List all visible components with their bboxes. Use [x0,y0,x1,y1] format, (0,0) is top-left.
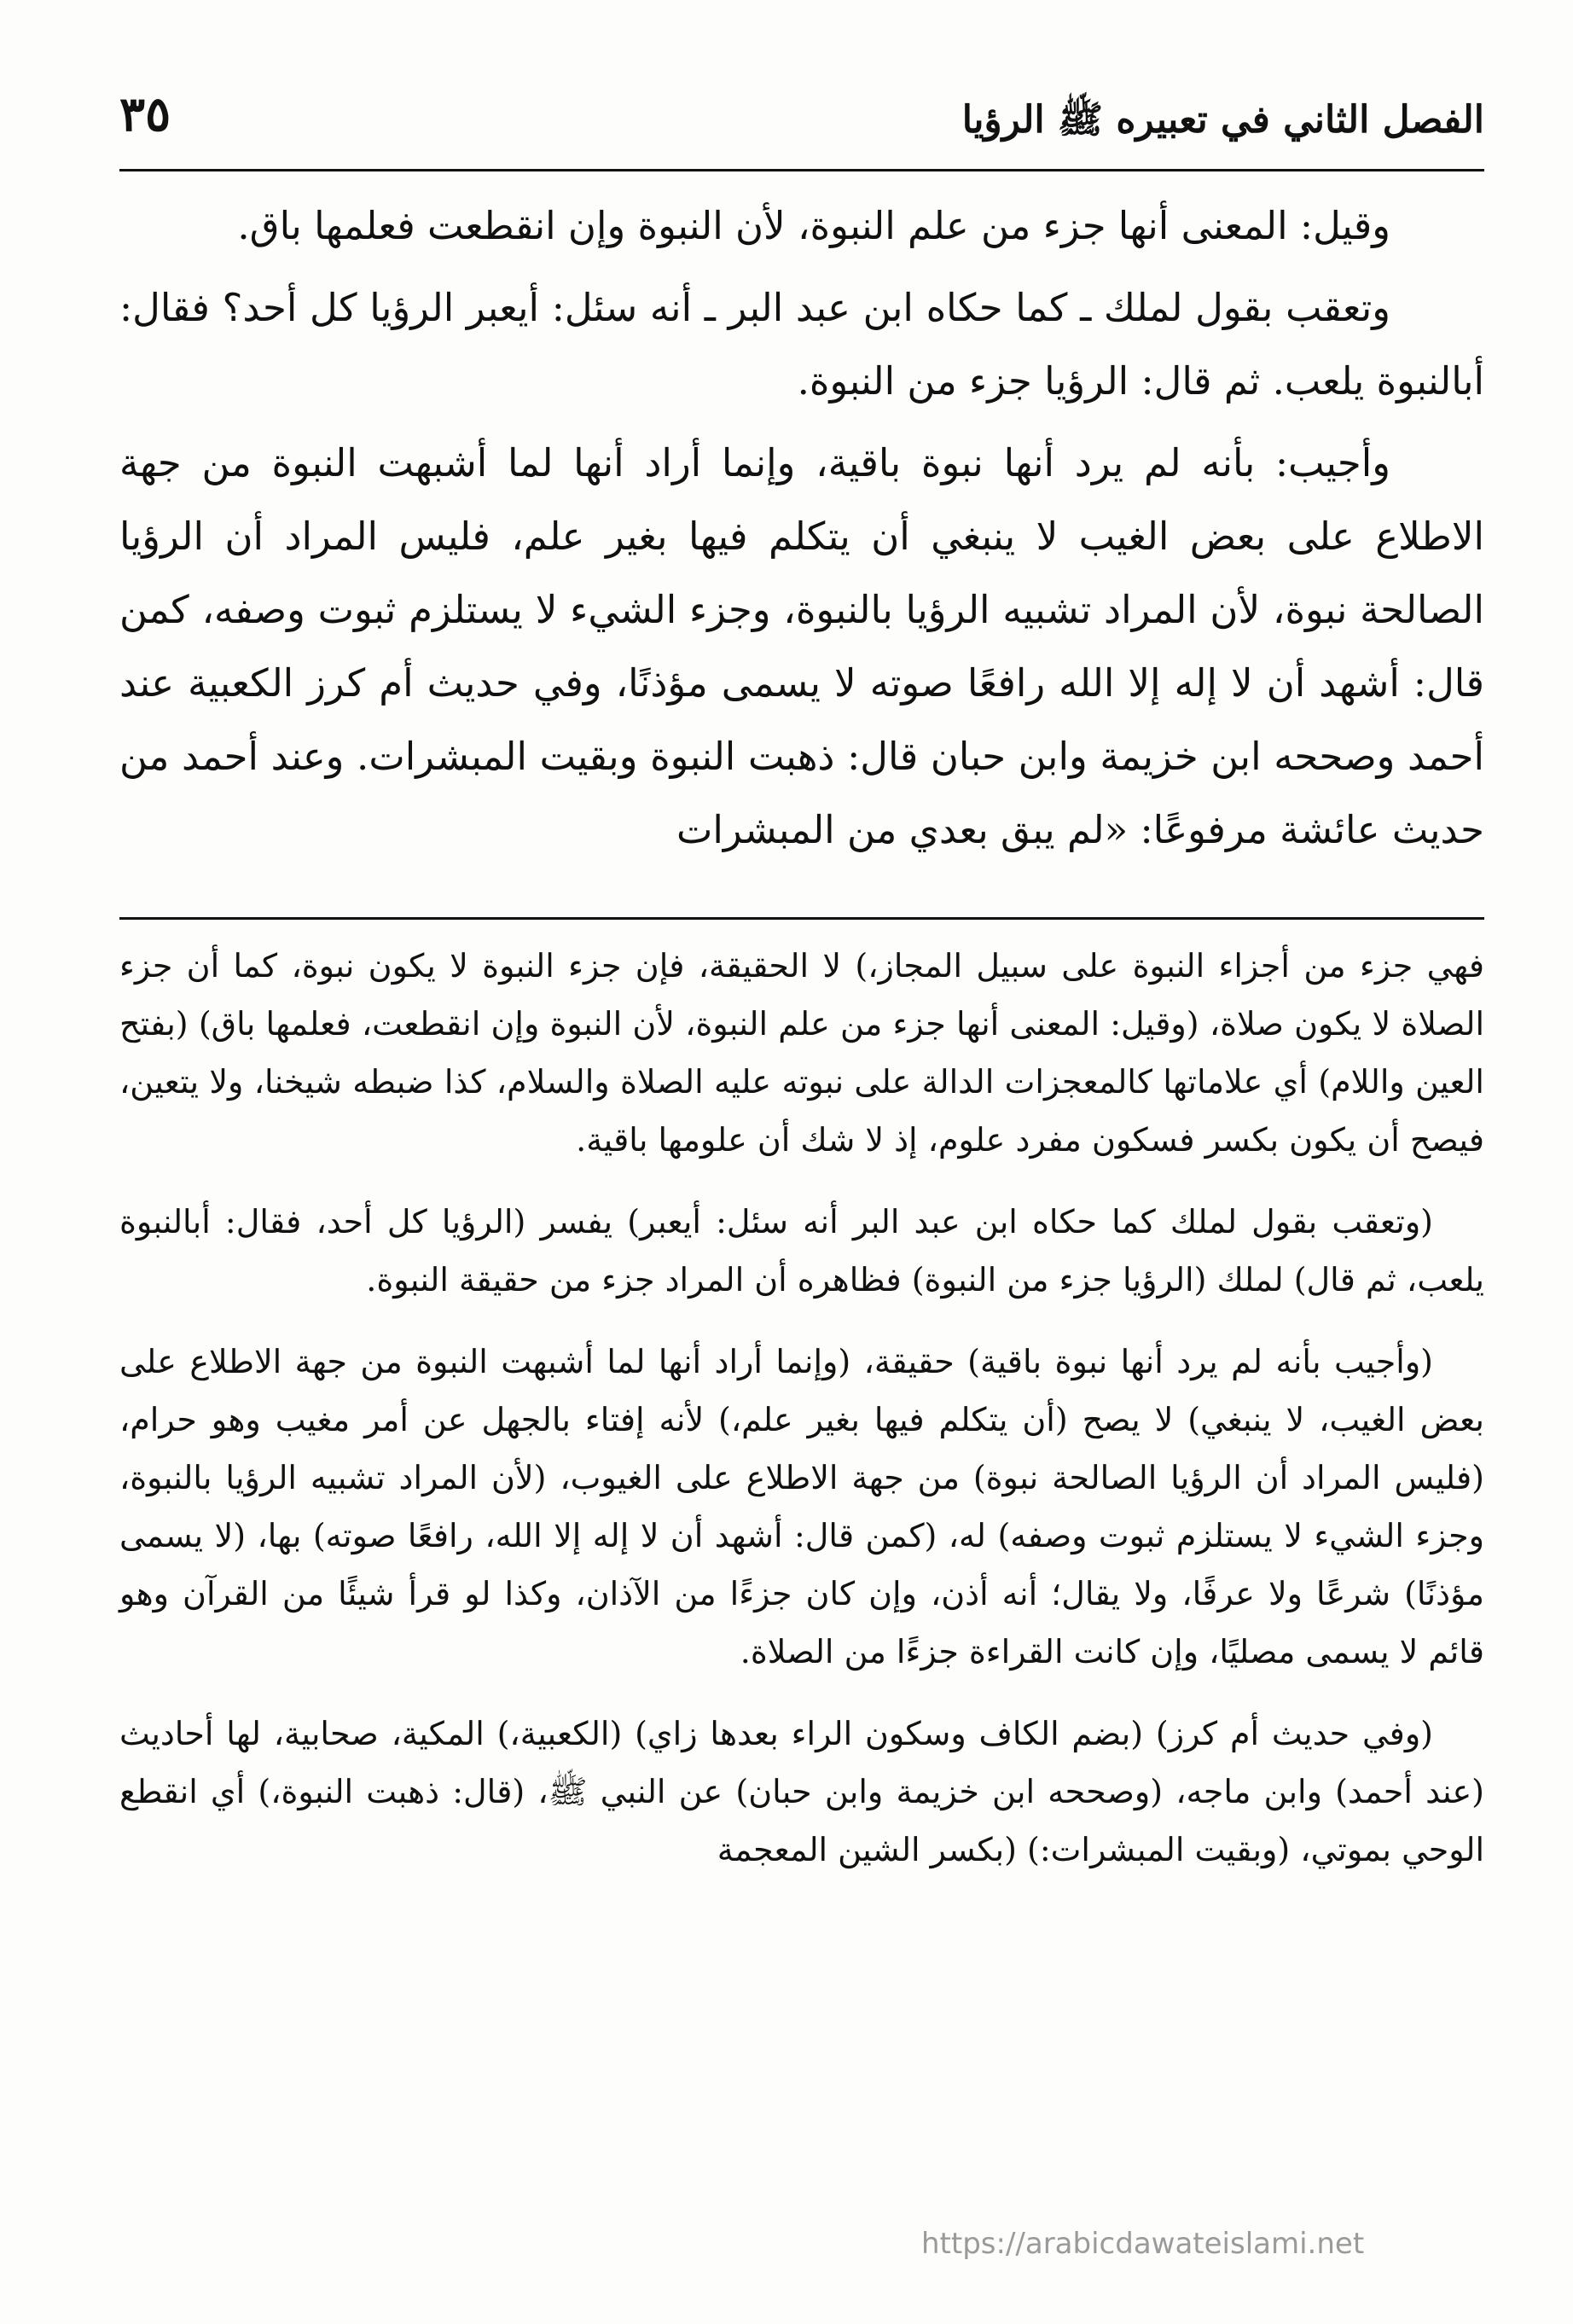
page-header [119,81,1484,149]
commentary-paragraph: فهي جزء من أجزاء النبوة على سبيل المجاز،) لا الحقيقة، فإن جزء النبوة لا يكون نبوة، كما أن جزء الصلاة لا يكون صلاة، (وقيل: المعنى أنها جزء من علم النبوة، لأن النبوة وإن انقطعت، فعلمها باق) (بفتح العين واللام) أي علاماتها كالمعجزات الدالة على نبوته عليه الصلاة والسلام، كذا ضبطه شيخنا، ولا يتعين، فيصح أن يكون بكسر فسكون مفرد علوم، إذ لا شك أن علومها باقية. [119,947,1484,1159]
footnote-divider [119,917,1484,920]
commentary-paragraph: (وأجيب بأنه لم يرد أنها نبوة باقية) حقيقة، (وإنما أراد أنها لما أشبهت النبوة من جهة الاطلاع على بعض الغيب، لا ينبغي) لا يصح (أن يتكلم فيها بغير علم،) لأنه إفتاء بالجهل عن أمر مغيب وهو حرام، (فليس المراد أن الرؤيا الصالحة نبوة) من جهة الاطلاع على الغيوب، (لأن المراد تشبيه الرؤيا بالنبوة، وجزء الشيء لا يستلزم ثبوت وصفه) له، (كمن قال: أشهد أن لا إله إلا الله، رافعًا صوته) بها، (لا يسمى مؤذنًا) شرعًا ولا عرفًا، ولا يقال؛ أنه أذن، وإن كان جزءًا من الآذان، وكذا لو قرأ شيئًا من القرآن وهو قائم لا يسمى مصليًا، وإن كانت القراءة جزءًا من الصلاة. [119,1343,1484,1670]
header-rule [119,169,1484,171]
commentary-text [119,937,1484,1903]
main-paragraph: وتعقب بقول لملك ـ كما حكاه ابن عبد البر ـ أنه سئل: أيعبر الرؤيا كل أحد؟ فقال: أبالنبوة يلعب. ثم قال: الرؤيا جزء من النبوة. [119,285,1484,404]
watermark-url: https://arabicdawateislami.net [921,2227,1365,2261]
page-number: ٣٥ [119,86,171,142]
running-title: الفصل الثاني في تعبيره ﷺ الرؤيا [961,98,1484,142]
commentary-paragraph: (وفي حديث أم كرز) (بضم الكاف وسكون الراء بعدها زاي) (الكعبية،) المكية، صحابية، لها أحاديث (عند أحمد) وابن ماجه، (وصححه ابن خزيمة وابن حبان) عن النبي ﷺ، (قال: ذهبت النبوة،) أي انقطع الوحي بموتي، (وبقيت المبشرات:) (بكسر الشين المعجمة [119,1715,1484,1868]
commentary-paragraph: (وتعقب بقول لملك كما حكاه ابن عبد البر أنه سئل: أيعبر) يفسر (الرؤيا كل أحد، فقال: أبالنبوة يلعب، ثم قال) لملك (الرؤيا جزء من النبوة) فظاهره أن المراد جزء من حقيقة النبوة. [119,1203,1484,1299]
main-text [119,189,1484,875]
main-paragraph: وقيل: المعنى أنها جزء من علم النبوة، لأن النبوة وإن انقطعت فعلمها باق. [237,203,1390,248]
main-paragraph: وأجيب: بأنه لم يرد أنها نبوة باقية، وإنما أراد أنها لما أشبهت النبوة من جهة الاطلاع على بعض الغيب لا ينبغي أن يتكلم فيها بغير علم، فليس المراد أن الرؤيا الصالحة نبوة، لأن المراد تشبيه الرؤيا بالنبوة، وجزء الشيء لا يستلزم ثبوت وصفه، كمن قال: أشهد أن لا إله إلا الله رافعًا صوته لا يسمى مؤذنًا، وفي حديث أم كرز الكعبية عند أحمد وصححه ابن خزيمة وابن حبان قال: ذهبت النبوة وبقيت المبشرات. وعند أحمد من حديث عائشة مرفوعًا: «لم يبق بعدي من المبشرات [119,440,1484,852]
